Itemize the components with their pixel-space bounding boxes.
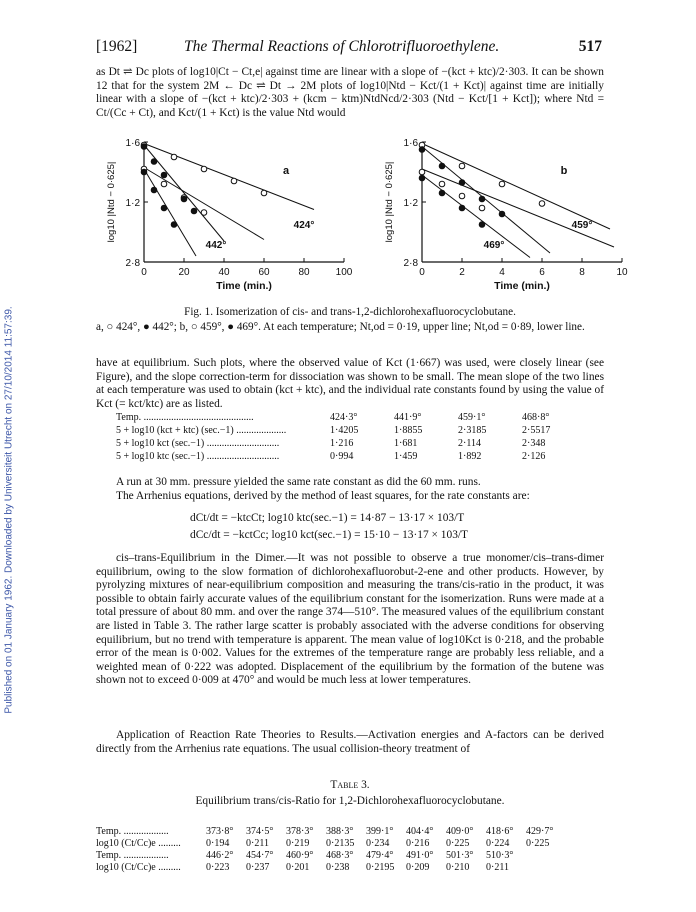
paragraph-run: A run at 30 mm. pressure yielded the same rate constant as did the 60 mm. runs. [116, 476, 481, 488]
open-data-point [439, 181, 445, 187]
open-data-point [171, 154, 177, 160]
equation-trans: dCt/dt = −ktcCt; log10 ktc(sec.−1) = 14·87 − 13·17 × 103/T [190, 512, 465, 524]
x-tick-label: 10 [616, 267, 628, 278]
table-cell: 2·348 [522, 438, 546, 449]
filled-data-point [171, 222, 177, 228]
header-title: The Thermal Reactions of Chlorotrifluoroethylene. [184, 38, 500, 55]
filled-data-point [459, 180, 465, 186]
temperature-label-filled: 469° [483, 240, 505, 251]
table-cell: 446·2° [206, 850, 234, 861]
y-tick-label: 1·6 [403, 138, 418, 149]
table-cell: 0·238 [326, 862, 350, 873]
rate-constants-table [116, 412, 586, 464]
open-data-point [201, 166, 207, 172]
table-cell: 388·3° [326, 826, 354, 837]
table-row [116, 451, 586, 464]
table-cell: 0·223 [206, 862, 230, 873]
open-data-point [261, 190, 267, 196]
table-cell: 510·3° [486, 850, 514, 861]
table-cell: 0·210 [446, 862, 470, 873]
x-tick-label: 80 [298, 267, 310, 278]
paragraph-after-figure: have at equilibrium. Such plots, where the observed value of Kct (1·667) was used, were closely linear (see Figure), and the slope correction-term for dissociation was shown to be small. The mean slope of the two lines at each temperature was used to obtain (kct + ktc), and the individual rate constants found by using the value of Kct (= kct/ktc) are as listed. [96, 357, 604, 410]
filled-data-point [459, 205, 465, 211]
table-cell [526, 862, 566, 874]
table-cell: 460·9° [286, 850, 314, 861]
panel-b [384, 138, 628, 292]
header-year: [1962] [96, 38, 138, 55]
x-tick-label: 0 [141, 267, 147, 278]
y-tick-label: 1·2 [403, 198, 418, 209]
table-row-label: Temp. .................. [96, 850, 169, 861]
table-row-label: Temp. .................. [96, 826, 169, 837]
y-axis-label: log10 |Ntd − 0·625| [384, 161, 395, 243]
download-notice [2, 150, 16, 870]
open-data-point [499, 181, 505, 187]
filled-data-point [191, 208, 197, 214]
table-cell: 2·126 [522, 451, 546, 462]
open-data-point [161, 181, 167, 187]
table-cell: 399·1° [366, 826, 394, 837]
table-cell: 0·219 [286, 838, 310, 849]
panel-a [106, 138, 353, 292]
table-cell: 491·0° [406, 850, 434, 861]
table-row [96, 838, 566, 850]
paragraph-intro: as Dt ⇌ Dc plots of log10|Ct − Ct,e| against time are linear with a slope of −(kct + ktc)/2·303. It can be shown 12 that for the system 2M ← Dc ⇌ Dt → 2M plots of log10|Ntd − Kct/(1 + Kct)| against time are initially linear with a slope of −(kct + ktc)/2·303 + (kcm − ktm)NtdNcd/2·303 (Ntd − Kct/[1 + Kct]); where Ntd = Ct/(Cc + Ct), and Kct/(1 + Kct) is the value Ntd would [96, 66, 604, 119]
table-cell: 0·224 [486, 838, 510, 849]
table-cell: 0·211 [246, 838, 269, 849]
filled-data-point [151, 159, 157, 165]
filled-data-point [161, 172, 167, 178]
table-cell: 2·5517 [522, 425, 551, 436]
table-cell: 1·459 [394, 451, 418, 462]
table-cell: 373·8° [206, 826, 234, 837]
table-row-label: 5 + log10 kct (sec.−1) ............................. [116, 438, 280, 449]
page-number: 517 [578, 38, 602, 55]
table-row-label: log10 (Ct/Cc)e ......... [96, 862, 181, 873]
download-notice-text[interactable]: Published on 01 January 1962. Downloaded by Universiteit Utrecht on 27/10/2014 11:57:39. [3, 306, 15, 714]
fit-line [144, 169, 196, 256]
open-data-point [231, 178, 237, 184]
fit-line [422, 175, 530, 258]
filled-data-point [181, 196, 187, 202]
table-3-number: Table 3. [330, 779, 370, 791]
x-tick-label: 8 [579, 267, 585, 278]
filled-data-point [499, 211, 505, 217]
table-cell: 404·4° [406, 826, 434, 837]
table-cell: 1·8855 [394, 425, 423, 436]
filled-data-point [419, 175, 425, 181]
y-tick-label: 2·8 [125, 258, 140, 269]
x-tick-label: 60 [258, 267, 270, 278]
table-row [116, 438, 586, 451]
figure-caption-1: Fig. 1. Isomerization of cis- and trans-1,2-dichlorohexafluorocyclobutane. [184, 306, 516, 318]
table-cell: 0·225 [446, 838, 470, 849]
table-cell: 1·216 [330, 438, 354, 449]
table-cell: 0·216 [406, 838, 430, 849]
table-cell: 0·194 [206, 838, 230, 849]
x-tick-label: 0 [419, 267, 425, 278]
open-data-point [459, 163, 465, 169]
table-cell: 1·892 [458, 451, 482, 462]
table-cell: 409·0° [446, 826, 474, 837]
temperature-label-filled: 442° [205, 240, 227, 251]
temperature-label-open: 424° [293, 220, 315, 231]
open-data-point [479, 205, 485, 211]
y-tick-label: 1·6 [125, 138, 140, 149]
table-cell: 479·4° [366, 850, 394, 861]
open-data-point [459, 193, 465, 199]
table-row-label: log10 (Ct/Cc)e ......... [96, 838, 181, 849]
x-tick-label: 4 [499, 267, 505, 278]
table-cell: 468·3° [326, 850, 354, 861]
filled-data-point [479, 196, 485, 202]
paragraph-application: Application of Reaction Rate Theories to Results.—Activation energies and A-factors can be derived directly from the Arrhenius rate equations. The usual collision-theory treatment of [96, 729, 604, 755]
y-tick-label: 1·2 [125, 198, 140, 209]
panel-label: a [282, 165, 290, 177]
table-cell: 424·3° [330, 412, 358, 423]
filled-data-point [439, 190, 445, 196]
filled-data-point [141, 144, 147, 150]
x-tick-label: 20 [178, 267, 190, 278]
filled-data-point [439, 163, 445, 169]
table-row-label: 5 + log10 (kct + ktc) (sec.−1) .................... [116, 425, 287, 436]
table-cell: 418·6° [486, 826, 514, 837]
table-row [116, 412, 586, 425]
table-cell: 0·2135 [326, 838, 355, 849]
x-axis-label: Time (min.) [216, 280, 272, 292]
y-tick-label: 2·8 [403, 258, 418, 269]
fit-line [422, 169, 614, 247]
x-tick-label: 6 [539, 267, 545, 278]
table-row [96, 850, 566, 862]
table-cell: 374·5° [246, 826, 274, 837]
open-data-point [539, 201, 545, 207]
table-cell: 0·209 [406, 862, 430, 873]
table-cell: 0·211 [486, 862, 509, 873]
equation-cis: dCc/dt = −kctCc; log10 kct(sec.−1) = 15·10 − 13·17 × 103/T [190, 529, 469, 541]
table-cell: 2·114 [458, 438, 481, 449]
fit-line [422, 147, 550, 254]
figure-caption-2: a, ○ 424°, ● 442°; b, ○ 459°, ● 469°. At each temperature; Nt,od = 0·19, upper line; Nt,od = 0·89, lower line. [96, 321, 585, 333]
table-cell: 0·994 [330, 451, 354, 462]
paragraph-arrhenius: The Arrhenius equations, derived by the method of least squares, for the rate constants are: [116, 490, 530, 502]
table-cell: 1·681 [394, 438, 418, 449]
table-cell: 441·9° [394, 412, 422, 423]
fit-line [144, 168, 264, 240]
table-cell: 0·225 [526, 838, 550, 849]
table-row [96, 862, 566, 874]
table-cell: 378·3° [286, 826, 314, 837]
filled-data-point [151, 187, 157, 193]
x-tick-label: 40 [218, 267, 230, 278]
table-cell: 429·7° [526, 826, 554, 837]
temperature-label-open: 459° [571, 220, 593, 231]
table-cell: 459·1° [458, 412, 486, 423]
table-row [116, 425, 586, 438]
table-cell: 468·8° [522, 412, 550, 423]
table-cell: 2·3185 [458, 425, 487, 436]
table-row [96, 826, 566, 838]
x-tick-label: 100 [335, 267, 353, 278]
open-data-point [419, 169, 425, 175]
table-cell: 0·201 [286, 862, 310, 873]
filled-data-point [161, 205, 167, 211]
table-cell: 0·2195 [366, 862, 395, 873]
y-axis-label: log10 |Ntd − 0·625| [106, 161, 117, 243]
table-3-title: Equilibrium trans/cis-Ratio for 1,2-Dichlorohexafluorocyclobutane. [195, 795, 505, 807]
table-cell: 1·4205 [330, 425, 359, 436]
equilibrium-table [96, 826, 566, 874]
table-row-label: 5 + log10 ktc (sec.−1) ............................. [116, 451, 280, 462]
paragraph-equilibrium: cis–trans-Equilibrium in the Dimer.—It was not possible to observe a true monomer/cis–trans-dimer equilibrium, owing to the slow formation of dichlorohexafluorobut-2-ene and other products. However, by pyrolyzing mixtures of near-equilibrium composition and measuring the trans/cis-ratio in the product, it was possible to obtain fairly accurate values of the equilibrium constant for the isomerization. Runs were made at a total pressure of about 80 mm. and over the range 374—510°. The measured values of the equilibrium constant are listed in Table 3. The rather large scatter is probably associated with the adverse conditions for observing equilibrium, but no trend with temperature is apparent. The mean value of log10Kct is 0·218, and the probable error of the mean is 0·002. Values for the extremes of the temperature range are probably less reliable, and a weighted mean of 0·222 was adopted. Displacement of the equilibrium by the formation of the butene was shown not to exceed 0·009 at 470° and would be much less at lower temperatures. [96, 552, 604, 687]
x-tick-label: 2 [459, 267, 465, 278]
table-cell: 501·3° [446, 850, 474, 861]
panel-label: b [560, 165, 568, 177]
filled-data-point [141, 169, 147, 175]
filled-data-point [479, 222, 485, 228]
table-cell: 454·7° [246, 850, 274, 861]
fit-line [422, 144, 610, 230]
table-row-label: Temp. ............................................ [116, 412, 254, 423]
filled-data-point [419, 147, 425, 153]
x-axis-label: Time (min.) [494, 280, 550, 292]
table-cell [526, 850, 566, 862]
table-cell: 0·237 [246, 862, 270, 873]
table-cell: 0·234 [366, 838, 390, 849]
figure-1 [92, 128, 628, 303]
